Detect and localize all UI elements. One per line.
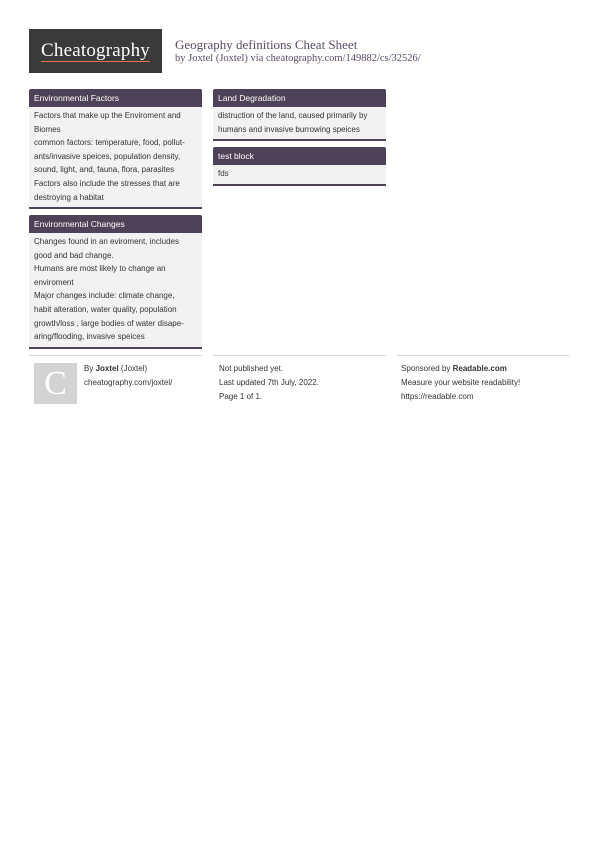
block-body [213,107,386,141]
footer-divider [213,355,386,356]
block-line: Major changes include: climate change, [34,291,175,301]
author-suffix: (Joxtel) [118,364,148,373]
block-line: Changes found in an eviroment, includes [34,237,179,246]
sponsor-name[interactable]: Readable.com [452,364,507,373]
footer-divider [397,355,569,356]
page-number: Page 1 of 1. [219,392,263,401]
block-line: fds [218,169,229,178]
block-body [29,233,202,349]
logo-text: Cheatography [41,39,150,61]
block-line: Biomes [34,124,61,134]
sponsor-tagline: Measure your website readability! [401,378,521,387]
block-line: sound, light, and, fauna, flora, parasites [34,165,175,175]
author-prefix: By [84,364,96,373]
block-test-block [213,147,386,186]
block-line: Factors that make up the Enviroment and [34,111,181,120]
block-line: growth/loss , large bodies of water disape- [34,318,184,328]
block-land-degradation [213,89,386,141]
block-heading: Environmental Factors [29,89,202,107]
last-updated: Last updated 7th July, 2022. [219,378,319,387]
block-line: common factors: temperature, food, pollut- [34,138,185,148]
author-url-link[interactable]: cheatography.com/joxtel/ [84,378,173,387]
author-name[interactable]: Joxtel [95,364,119,373]
block-line: good and bad change. [34,250,114,260]
block-heading: test block [213,147,386,165]
block-line: ants/invasive speices, population density, [34,151,181,161]
block-heading: Land Degradation [213,89,386,107]
block-environmental-changes [29,215,202,349]
page-title: Geography definitions Cheat Sheet [175,37,358,52]
cheatography-logo[interactable] [29,29,162,73]
footer-sponsor [401,362,507,376]
block-line: Humans are most likely to change an [34,264,166,274]
published-status: Not published yet. [219,364,284,373]
block-line: distruction of the land, caused primarily by [218,111,368,120]
block-line: Factors also include the stresses that are [34,178,180,188]
block-line: aring/flooding, invasive speices [34,332,145,342]
page-subtitle[interactable]: by Joxtel (Joxtel) via cheatography.com/149882/cs/32526/ [175,53,421,64]
author-avatar[interactable] [34,363,77,404]
footer-divider [29,355,202,356]
block-body [213,165,386,186]
sponsor-prefix: Sponsored by [401,364,453,373]
avatar-letter: C [44,364,67,402]
block-line: enviroment [34,277,74,287]
block-line: destroying a habitat [34,192,104,202]
footer-author [84,362,147,376]
block-line: humans and invasive burrowing speices [218,124,360,134]
sponsor-url-link[interactable]: https://readable.com [401,392,474,401]
block-line: habit alteration, water quality, population [34,304,177,314]
block-environmental-factors [29,89,202,209]
block-heading: Environmental Changes [29,215,202,233]
block-body [29,107,202,209]
